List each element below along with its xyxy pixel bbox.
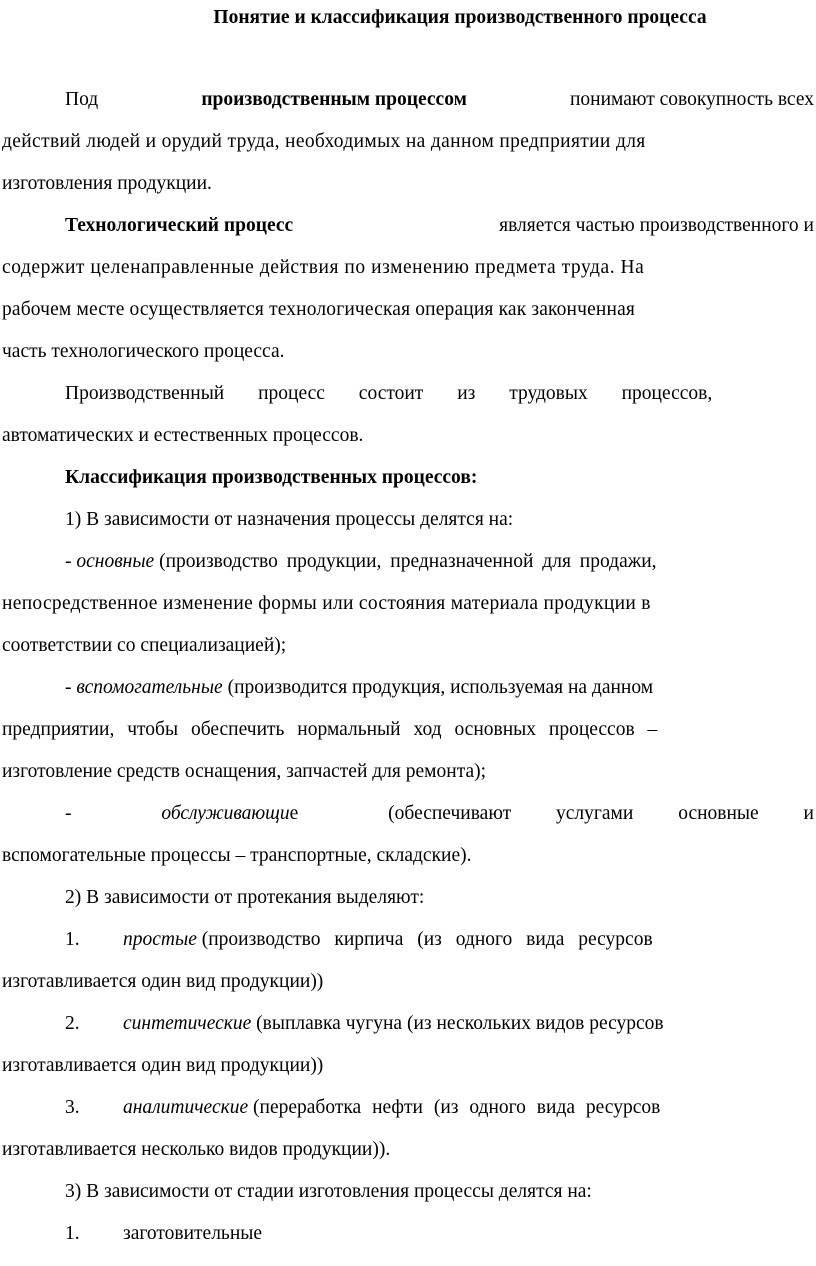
g2-item-2: 2. синтетические (выплавка чугуна (из нескольких видов ресурсов [65, 1013, 664, 1034]
g1-b-line2: предприятии, чтобы обеспечить нормальный ход основных процессов – [2, 719, 658, 740]
g1-b-text: (производится продукция, используемая на данном [227, 677, 654, 698]
classification-heading: Классификация производственных процессов: [65, 467, 478, 488]
p3-line2: автоматических и естественных процессов. [2, 425, 364, 446]
g1-intro: 1) В зависимости от назначения процессы делятся на: [65, 509, 514, 530]
p1-term: производственным процессом [201, 89, 467, 110]
g2-intro: 2) В зависимости от протекания выделяют: [65, 887, 425, 908]
p1-line2: действий людей и орудий труда, необходимых на данном предприятии для [2, 131, 646, 152]
g1-b-line1: - вспомогательные (производится продукция, используемая на данном [65, 677, 654, 698]
p2-rest1: является частью производственного и [499, 215, 814, 236]
g3-item-1-label: заготовительные [123, 1223, 263, 1244]
g1-c-line2: вспомогательные процессы – транспортные, складские). [2, 845, 472, 866]
g1-c-text: (обеспечивают услугами основные и [388, 803, 814, 824]
p2-line2: содержит целенаправленные действия по изменению предмета труда. На [2, 257, 645, 278]
g2-item-1-term: простые [123, 929, 197, 950]
p1-rest1: понимают совокупность всех [569, 89, 814, 110]
g3-item-1: 1. заготовительные [65, 1223, 263, 1244]
g1-a-line3: соответствии со специализацией); [2, 635, 287, 656]
g2-item-3: 3. аналитические (переработка нефти (из одного вида ресурсов [65, 1097, 661, 1118]
page-title: Понятие и классификация производственного процесса [213, 7, 707, 28]
g2-item-2-line2: изготавливается один вид продукции)) [2, 1055, 324, 1076]
g1-a-line2: непосредственное изменение формы или состояния материала продукции в [2, 593, 651, 614]
g2-item-1-line2: изготавливается один вид продукции)) [2, 971, 324, 992]
g1-a-term: основные [76, 551, 155, 572]
g1-a-text: (производство продукции, предназначенной для продажи, [159, 551, 657, 572]
p1-lead: Под [65, 89, 99, 110]
p1-line1 [2, 88, 814, 112]
g1-c-line1: - обслуживающие (обеспечивают услугами основные и [65, 803, 814, 824]
g2-item-3-line2: изготавливается несколько видов продукции)). [2, 1139, 391, 1160]
g1-a-line1: - основные (производство продукции, предназначенной для продажи, [65, 551, 657, 572]
g2-item-2-term: синтетические [123, 1013, 252, 1034]
g1-b-line3: изготовление средств оснащения, запчастей для ремонта); [2, 761, 487, 782]
p3-line1: Производственный процесс состоит из трудовых процессов, [65, 383, 713, 404]
p2-term: Технологический процесс [65, 215, 294, 236]
g2-item-3-term: аналитические [123, 1097, 249, 1118]
p1-line3: изготовления продукции. [2, 173, 212, 194]
p2-line3: рабочем месте осуществляется технологическая операция как законченная [2, 299, 635, 320]
p2-line1 [2, 214, 814, 238]
g1-b-term: вспомогательные [76, 677, 223, 698]
g2-item-1: 1. простые (производство кирпича (из одного вида ресурсов [65, 929, 653, 950]
g1-c-term: обслуживающи [161, 803, 290, 824]
g3-intro: 3) В зависимости от стадии изготовления процессы делятся на: [65, 1181, 592, 1202]
p2-line4: часть технологического процесса. [2, 341, 285, 362]
